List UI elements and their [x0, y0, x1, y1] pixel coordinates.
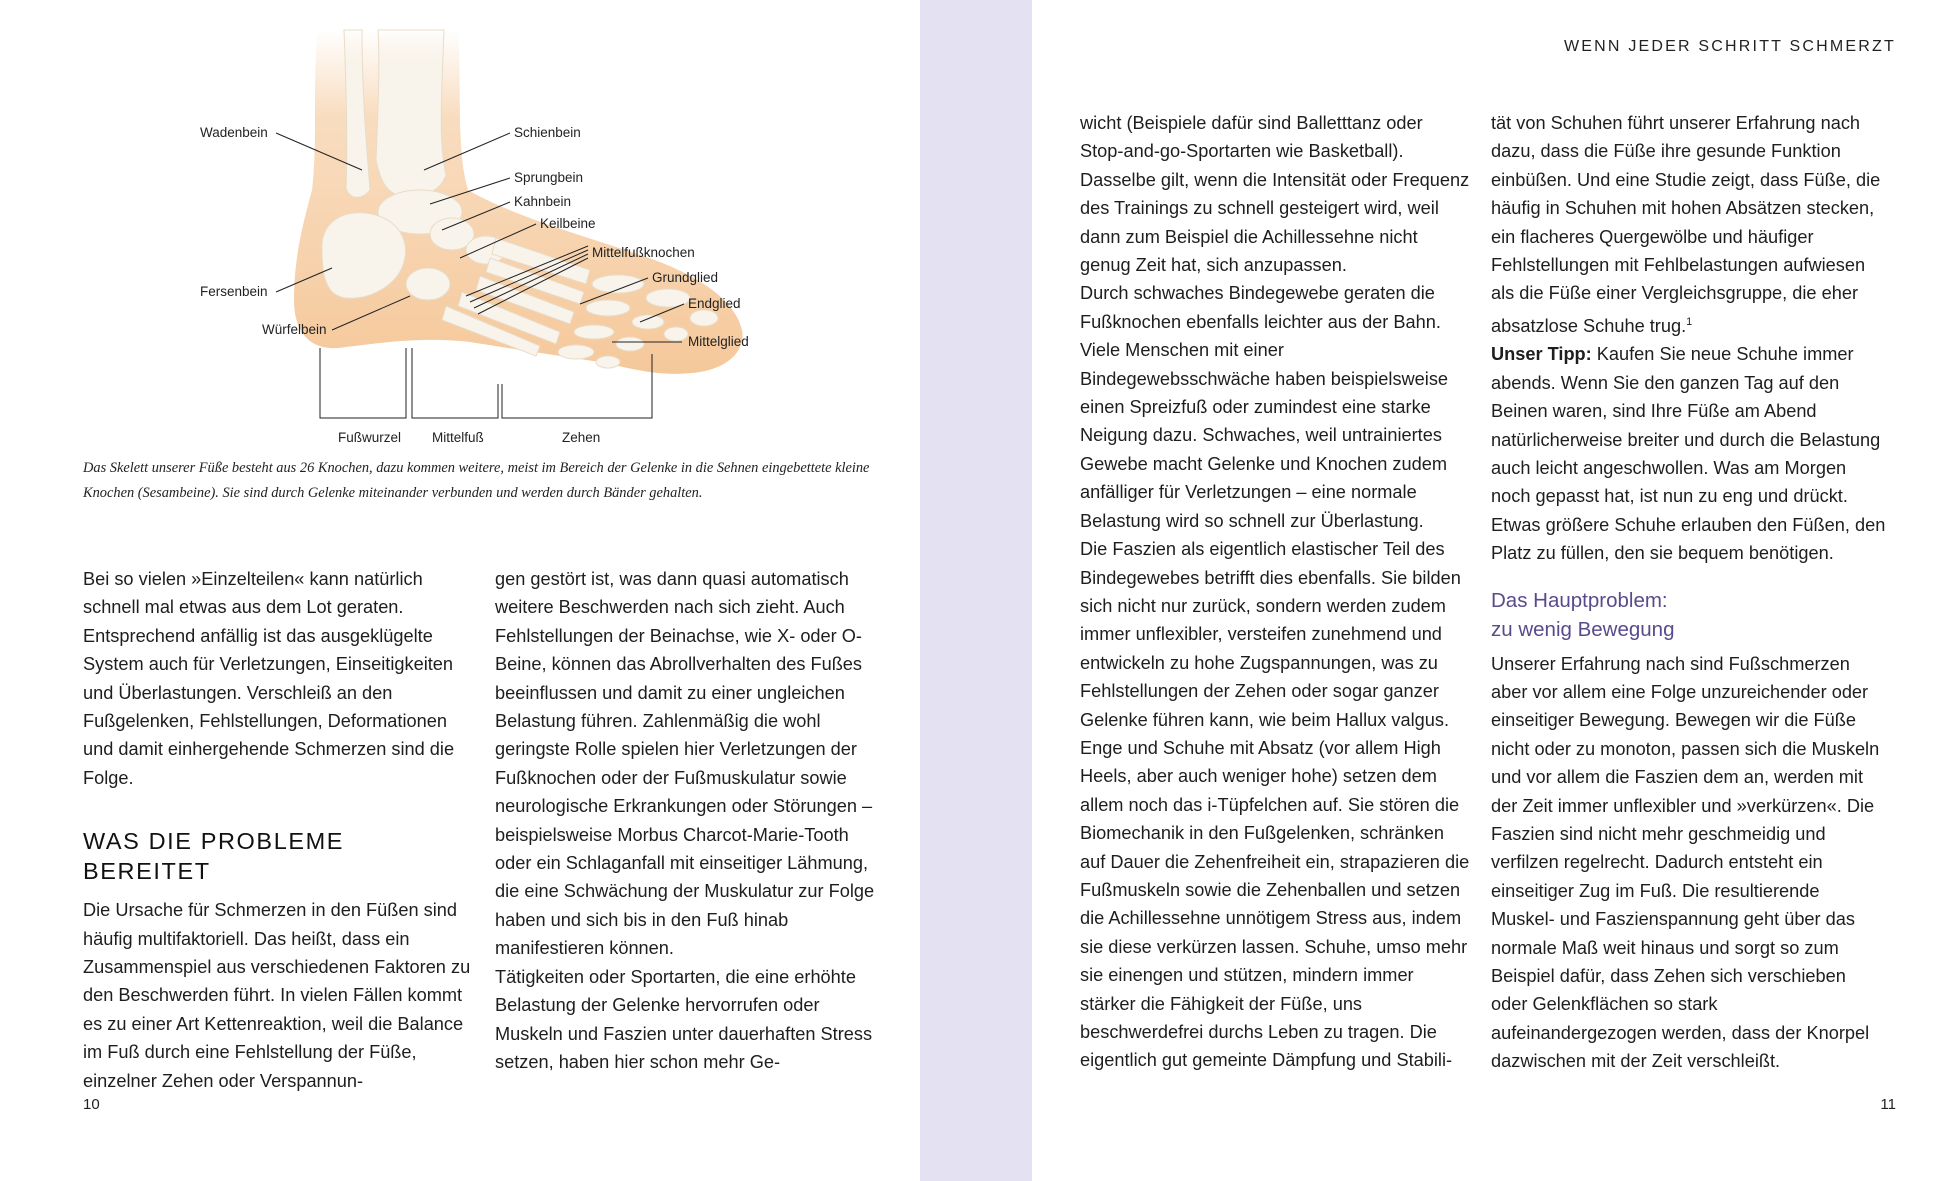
- label-mittelfussknochen: Mittelfußknochen: [592, 245, 695, 260]
- label-schienbein: Schienbein: [514, 125, 581, 140]
- tip-paragraph: [1491, 340, 1886, 567]
- label-mittelglied: Mittelglied: [688, 334, 749, 349]
- region-label-mittelfuss: Mittelfuß: [432, 430, 484, 445]
- tibia-bone: [376, 30, 446, 197]
- right-page: [1032, 0, 1948, 1181]
- label-grundglied: Grundglied: [652, 270, 719, 285]
- left-page: [0, 0, 920, 1181]
- section-heading: WAS DIE PROBLEME BEREITET: [83, 828, 345, 885]
- paragraph: Die Ursache für Schmerzen in den Füßen sind häufig multifaktoriell. Das heißt, dass ein Zusammenspiel aus verschiedenen Faktoren zu den Beschwerden führt. In vielen Fällen kommt es zu einer Art Kettenreaktion, weil die Balance im Fuß durch eine Fehlstellung der Füße, einzelner Zehen oder Verspannun-: [83, 900, 471, 1091]
- right-column-2: [1491, 109, 1886, 1076]
- footnote-marker: 1: [1686, 315, 1693, 328]
- left-column-2: [495, 565, 885, 1076]
- label-sprungbein: Sprungbein: [514, 170, 584, 185]
- page-number-left: 10: [83, 1096, 100, 1113]
- paragraph: Tätigkeiten oder Sportarten, die eine erhöhte Belastung der Gelenke hervorrufen oder Muskeln und Faszien unter dauerhaften Stress setzen, haben hier schon mehr Ge-: [495, 966, 873, 1072]
- tip-label: Unser Tipp:: [1491, 344, 1592, 365]
- label-keilbeine: Keilbeine: [540, 216, 596, 231]
- subheading: [1491, 586, 1886, 644]
- region-label-fusswurzel: Fußwurzel: [338, 430, 402, 445]
- region-label-zehen: Zehen: [562, 430, 601, 445]
- label-kahnbein: Kahnbein: [514, 194, 572, 209]
- foot-skeleton-figure: [0, 0, 920, 450]
- label-fersenbein: Fersenbein: [200, 284, 268, 299]
- figure-caption: Das Skelett unserer Füße besteht aus 26 Knochen, dazu kommen weitere, meist im Bereich der Gelenke in die Sehnen eingebettete kleine Knochen (Sesambeine). Sie sind durch Gelenke miteinander verbunden und werden durch Bänder gehalten.: [83, 460, 870, 501]
- cuboid-bone: [406, 268, 450, 300]
- paragraph-text: tät von Schuhen führt unserer Erfahrung nach dazu, dass die Füße ihre gesunde Funktion einbüßen. Und eine Studie zeigt, dass Füße, die häufig in Schuhen mit hohen Absätzen stecken, ein flacheres Quergewölbe und häufiger Fehlstellungen mit Fehlbelastungen aufwiesen als die Füße einer Vergleichsgruppe, die eher absatzlose Schuhe trug.: [1491, 113, 1881, 336]
- paragraph: Unserer Erfahrung nach sind Fußschmerzen aber vor allem eine Folge unzureichender oder einseitiger Bewegung. Bewegen wir die Füße nicht oder zu monoton, passen sich die Muskeln und vor allem die Faszien dem an, werden mit der Zeit immer unflexibler und »verkürzen«. Die Faszien sind nicht mehr geschmeidig und verfilzen regelrecht. Dadurch entsteht ein einseitiger Zug im Fuß. Die resultierende Muskel- und Faszienspannung geht über das normale Maß weit hinaus und sorgt so zum Beispiel dafür, dass Zehen sich verschieben oder Gelenkflächen so stark aufeinandergezogen werden, dass der Knorpel dazwischen mit der Zeit verschleißt.: [1491, 653, 1880, 1072]
- right-column-1: [1080, 109, 1470, 1075]
- label-wuerfelbein: Würfelbein: [262, 322, 327, 337]
- paragraph: gen gestört ist, was dann quasi automatisch weitere Beschwerden nach sich zieht. Auch Fehlstellungen der Beinachse, wie X- oder O-Beine, können das Abrollverhalten des Fußes beeinflussen und damit zu einer ungleichen Belastung führen. Zahlenmäßig die wohl geringste Rolle spielen hier Verletzungen der Fußknochen oder der Fußmuskulatur sowie neurologische Erkrankungen oder Störungen – beispielsweise Morbus Charcot-Marie-Tooth oder ein Schlaganfall mit einseitiger Lähmung, die eine Schwächung der Muskulatur zur Folge haben und sich bis in den Fuß hinab manifestieren können.: [495, 569, 875, 959]
- label-wadenbein: Wadenbein: [200, 125, 268, 140]
- label-endglied: Endglied: [688, 296, 741, 311]
- paragraph: Durch schwaches Bindegewebe geraten die Fußknochen ebenfalls leichter aus der Bahn. Viele Menschen mit einer Bindegewebsschwäche haben beispielsweise einen Spreizfuß oder zumindest eine starke Neigung dazu. Schwaches, weil untrainiertes Gewebe macht Gelenke und Knochen zudem anfälliger für Verletzungen – eine normale Belastung wird so schnell zur Überlastung.: [1080, 283, 1449, 531]
- paragraph: wicht (Beispiele dafür sind Balletttanz oder Stop-and-go-Sportarten wie Basketball). Dasselbe gilt, wenn die Intensität oder Frequenz des Trainings zu schnell gesteigert wird, weil dann zum Beispiel die Achillessehne nicht genug Zeit hat, sich anzupassen.: [1080, 113, 1470, 276]
- left-column-1: [83, 565, 473, 1095]
- tip-text: Kaufen Sie neue Schuhe immer abends. Wenn Sie den ganzen Tag auf den Beinen waren, sind Ihre Füße am Abend natürlicherweise breiter und durch die Belastung auch leicht angeschwollen. Was am Morgen noch gepasst hat, ist nun zu eng und drückt. Etwas größere Schuhe erlauben den Füßen, den Platz zu füllen, den sie bequem benötigen.: [1491, 344, 1886, 564]
- paragraph: Die Faszien als eigentlich elastischer Teil des Bindegewebes betrifft dies ebenfalls. Sie bilden sich nicht nur zurück, sondern werden zudem immer unflexibler, versteifen zunehmend und entwickeln zu hohe Zugspannungen, was zu Fehlstellungen der Zehen oder sogar ganzer Gelenke führen kann, wie beim Hallux valgus. Enge und Schuhe mit Absatz (vor allem High Heels, aber auch weniger hohe) setzen dem allem noch das i-Tüpfelchen auf. Sie stören die Biomechanik in den Fußgelenken, schränken auf Dauer die Zehenfreiheit ein, strapazieren die Fußmuskeln sowie die Zehenballen und setzen die Achillessehne unnötigem Stress aus, indem sie diese verkürzen lassen. Schuhe, umso mehr sie einengen und stützen, mindern immer stärker die Fähigkeit der Füße, uns beschwerdefrei durchs Leben zu tragen. Die eigentlich gut gemeinte Dämpfung und Stabili-: [1080, 539, 1470, 1071]
- page-number-right: 11: [1880, 1096, 1896, 1113]
- subheading-line-1: Das Hauptproblem:: [1491, 588, 1668, 612]
- subheading-line-2: zu wenig Bewegung: [1491, 617, 1675, 641]
- paragraph: [1491, 109, 1886, 340]
- book-gutter: [920, 0, 1032, 1181]
- paragraph: Bei so vielen »Einzelteilen« kann natürlich schnell mal etwas aus dem Lot geraten. Entsprechend anfällig ist das ausgeklügelte System auch für Verletzungen, Einseitigkeiten und Überlastungen. Verschleiß an den Fußgelenken, Fehlstellungen, Deformationen und damit einhergehende Schmerzen sind die Folge.: [83, 569, 455, 788]
- running-head: WENN JEDER SCHRITT SCHMERZT: [1564, 38, 1896, 55]
